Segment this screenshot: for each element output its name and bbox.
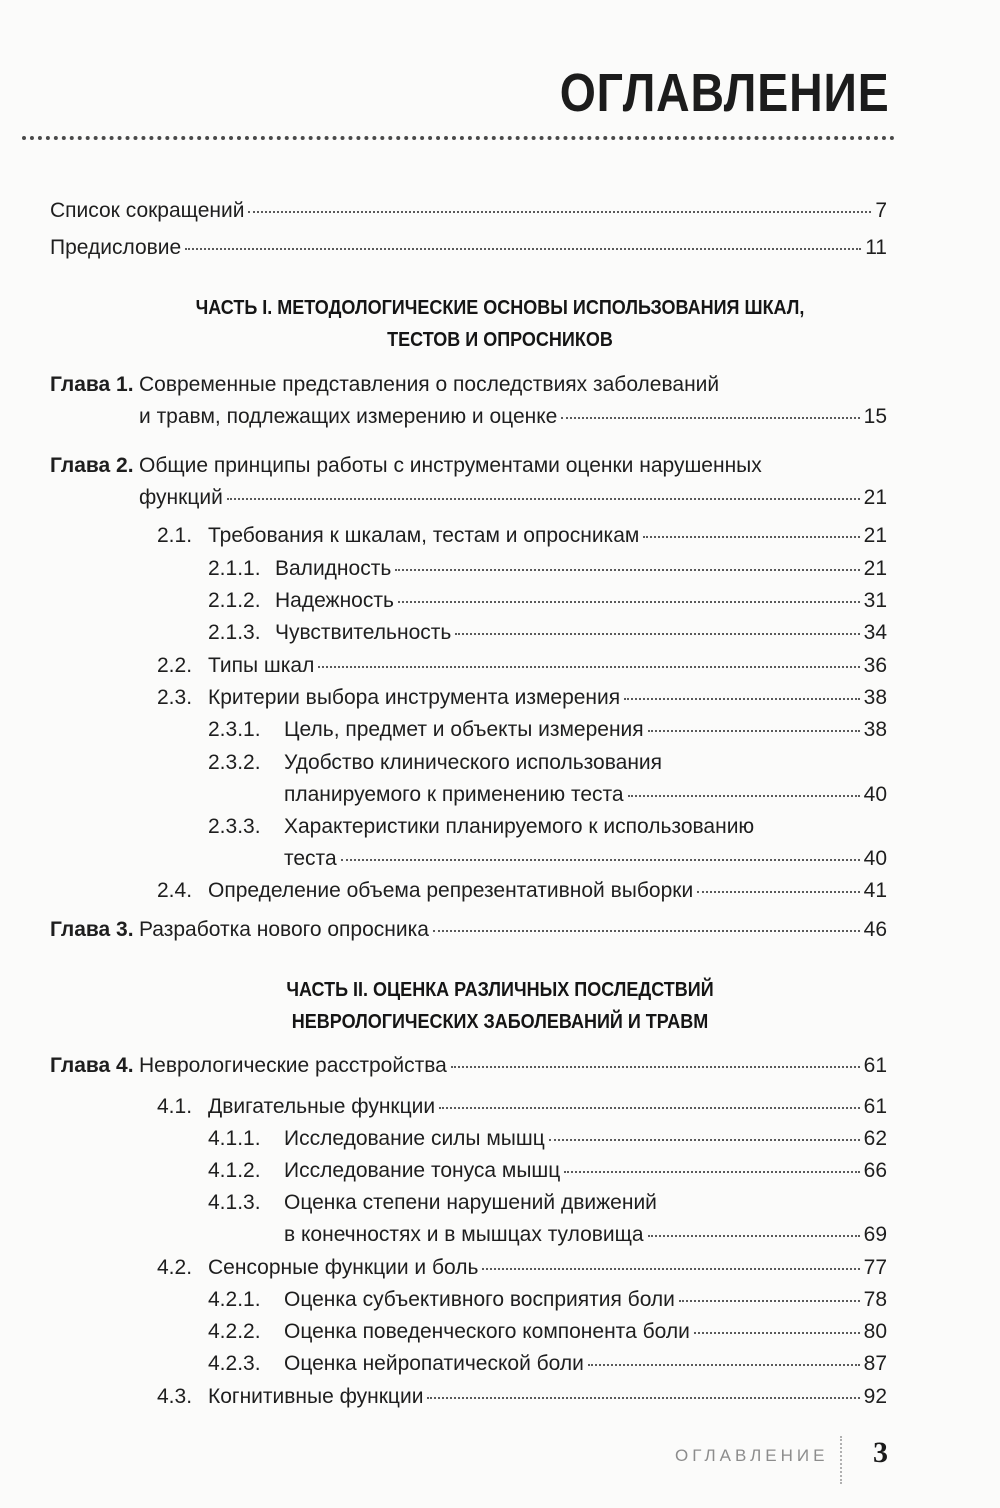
section-number: 2.1.3. bbox=[208, 621, 261, 644]
toc-entry-2-2[interactable] bbox=[208, 653, 887, 679]
toc-entry-2-3-3[interactable] bbox=[284, 846, 887, 872]
part-heading-line: ЧАСТЬ I. МЕТОДОЛОГИЧЕСКИЕ ОСНОВЫ ИСПОЛЬЗОВАНИЯ ШКАЛ, bbox=[195, 297, 805, 319]
entry-title: Определение объема репрезентативной выборки bbox=[208, 879, 694, 902]
entry-title: Неврологические расстройства bbox=[139, 1054, 447, 1077]
entry-page: 41 bbox=[863, 879, 887, 902]
section-number: 4.2.3. bbox=[208, 1352, 261, 1375]
entry-title: Разработка нового опросника bbox=[139, 918, 429, 941]
entry-title: планируемого к применению теста bbox=[284, 783, 624, 806]
chapter-title[interactable]: Современные представления о последствиях заболеваний bbox=[139, 373, 720, 396]
section-number: 4.2. bbox=[157, 1256, 193, 1279]
toc-entry-2-3[interactable] bbox=[208, 685, 887, 711]
toc-entry-2-1-2[interactable] bbox=[275, 588, 887, 614]
entry-page: 15 bbox=[863, 405, 887, 428]
entry-title: Критерии выбора инструмента измерения bbox=[208, 686, 621, 709]
dot-leader bbox=[248, 211, 871, 213]
entry-page: 7 bbox=[875, 199, 887, 222]
toc-entry-4-2-3[interactable] bbox=[284, 1351, 887, 1377]
section-number: 2.3.2. bbox=[208, 751, 261, 774]
running-footer: ОГЛАВЛЕНИЕ bbox=[675, 1446, 829, 1465]
section-number: 2.1. bbox=[157, 524, 193, 547]
chapter-label: Глава 4. bbox=[50, 1054, 134, 1077]
dot-leader bbox=[648, 1235, 860, 1237]
chapter-label: Глава 3. bbox=[50, 918, 134, 941]
entry-page: 38 bbox=[863, 686, 887, 709]
entry-title: функций bbox=[139, 486, 223, 509]
entry-title: Надежность bbox=[275, 589, 394, 612]
dot-leader bbox=[433, 930, 860, 932]
entry-title: Когнитивные функции bbox=[208, 1385, 424, 1408]
entry-page: 40 bbox=[863, 783, 887, 806]
dot-leader bbox=[624, 698, 860, 700]
dot-leader bbox=[549, 1139, 860, 1141]
dot-leader bbox=[439, 1107, 860, 1109]
toc-entry-4-2-2[interactable] bbox=[284, 1319, 887, 1345]
dot-leader bbox=[341, 859, 860, 861]
section-number: 2.1.2. bbox=[208, 589, 261, 612]
toc-entry-2-1-3[interactable] bbox=[275, 620, 887, 646]
section-number: 4.1.2. bbox=[208, 1159, 261, 1182]
footer-divider bbox=[840, 1436, 842, 1484]
toc-entry-preface[interactable] bbox=[50, 235, 887, 261]
dot-leader bbox=[451, 1066, 860, 1068]
entry-page: 21 bbox=[863, 486, 887, 509]
section-number: 4.2.2. bbox=[208, 1320, 261, 1343]
dot-leader bbox=[185, 248, 861, 250]
dot-leader bbox=[697, 891, 859, 893]
dot-leader bbox=[588, 1364, 860, 1366]
entry-title: Требования к шкалам, тестам и опросникам bbox=[208, 524, 640, 547]
entry-page: 92 bbox=[863, 1385, 887, 1408]
toc-entry-4-1-1[interactable] bbox=[284, 1126, 887, 1152]
entry-title: Валидность bbox=[275, 557, 392, 580]
entry-title: Оценка поведенческого компонента боли bbox=[284, 1320, 690, 1343]
section-number: 4.1.3. bbox=[208, 1191, 261, 1214]
section-title[interactable]: Оценка степени нарушений движений bbox=[284, 1191, 657, 1214]
dot-leader bbox=[694, 1332, 860, 1334]
entry-page: 40 bbox=[863, 847, 887, 870]
entry-title: Типы шкал bbox=[208, 654, 315, 677]
entry-page: 36 bbox=[863, 654, 887, 677]
page-number: 3 bbox=[873, 1436, 888, 1469]
toc-entry-4-1-3[interactable] bbox=[284, 1222, 887, 1248]
entry-title: Предисловие bbox=[50, 236, 182, 259]
toc-entry-chapter-3[interactable] bbox=[139, 917, 887, 943]
entry-title: Исследование силы мышц bbox=[284, 1127, 545, 1150]
dot-leader bbox=[648, 730, 860, 732]
entry-title: Цель, предмет и объекты измерения bbox=[284, 718, 644, 741]
section-number: 2.1.1. bbox=[208, 557, 261, 580]
entry-title: Двигательные функции bbox=[208, 1095, 436, 1118]
section-number: 4.2.1. bbox=[208, 1288, 261, 1311]
entry-page: 11 bbox=[865, 236, 887, 259]
section-title[interactable]: Удобство клинического использования bbox=[284, 751, 663, 774]
entry-title: Чувствительность bbox=[275, 621, 452, 644]
section-number: 2.3. bbox=[157, 686, 193, 709]
entry-title: Оценка нейропатической боли bbox=[284, 1352, 584, 1375]
page-title: ОГЛАВЛЕНИЕ bbox=[560, 63, 890, 123]
dot-leader bbox=[482, 1268, 859, 1270]
section-number: 4.3. bbox=[157, 1385, 193, 1408]
entry-title: Оценка субъективного восприятия боли bbox=[284, 1288, 675, 1311]
entry-page: 31 bbox=[863, 589, 887, 612]
toc-entry-abbreviations[interactable] bbox=[50, 198, 887, 224]
title-divider bbox=[22, 136, 895, 140]
chapter-label: Глава 1. bbox=[50, 373, 134, 396]
entry-page: 80 bbox=[863, 1320, 887, 1343]
dot-leader bbox=[643, 536, 859, 538]
dot-leader bbox=[227, 498, 860, 500]
section-number: 2.3.1. bbox=[208, 718, 261, 741]
entry-page: 38 bbox=[863, 718, 887, 741]
dot-leader bbox=[561, 417, 859, 419]
part-heading-line: ТЕСТОВ И ОПРОСНИКОВ bbox=[387, 329, 613, 351]
entry-title: и травм, подлежащих измерению и оценке bbox=[139, 405, 558, 428]
dot-leader bbox=[628, 795, 860, 797]
dot-leader bbox=[398, 601, 860, 603]
toc-entry-2-1-1[interactable] bbox=[275, 556, 887, 582]
entry-page: 46 bbox=[863, 918, 887, 941]
dot-leader bbox=[564, 1171, 859, 1173]
entry-page: 69 bbox=[863, 1223, 887, 1246]
toc-entry-2-3-1[interactable] bbox=[284, 717, 887, 743]
part-heading-line: НЕВРОЛОГИЧЕСКИХ ЗАБОЛЕВАНИЙ И ТРАВМ bbox=[291, 1011, 709, 1033]
entry-page: 61 bbox=[863, 1054, 887, 1077]
entry-title: в конечностях и в мышцах туловища bbox=[284, 1223, 644, 1246]
dot-leader bbox=[679, 1300, 860, 1302]
entry-page: 78 bbox=[863, 1288, 887, 1311]
section-number: 4.1.1. bbox=[208, 1127, 261, 1150]
toc-entry-4-2[interactable] bbox=[208, 1255, 887, 1281]
entry-page: 87 bbox=[863, 1352, 887, 1375]
entry-page: 62 bbox=[863, 1127, 887, 1150]
dot-leader bbox=[427, 1397, 859, 1399]
section-number: 2.2. bbox=[157, 654, 193, 677]
toc-entry-4-1[interactable] bbox=[208, 1094, 887, 1120]
entry-page: 21 bbox=[863, 557, 887, 580]
toc-entry-chapter-2[interactable] bbox=[139, 485, 887, 511]
section-title[interactable]: Характеристики планируемого к использованию bbox=[284, 815, 755, 838]
entry-title: Список сокращений bbox=[50, 199, 245, 222]
dot-leader bbox=[455, 633, 859, 635]
entry-page: 61 bbox=[863, 1095, 887, 1118]
toc-entry-4-1-2[interactable] bbox=[284, 1158, 887, 1184]
entry-page: 21 bbox=[863, 524, 887, 547]
part-heading bbox=[0, 292, 1000, 356]
entry-title: Сенсорные функции и боль bbox=[208, 1256, 479, 1279]
entry-title: теста bbox=[284, 847, 337, 870]
toc-entry-chapter-1[interactable] bbox=[139, 404, 887, 430]
chapter-label: Глава 2. bbox=[50, 454, 134, 477]
entry-page: 34 bbox=[863, 621, 887, 644]
section-number: 2.4. bbox=[157, 879, 193, 902]
toc-entry-2-4[interactable] bbox=[208, 878, 887, 904]
toc-entry-chapter-4[interactable] bbox=[139, 1053, 887, 1079]
entry-page: 66 bbox=[863, 1159, 887, 1182]
toc-entry-4-2-1[interactable] bbox=[284, 1287, 887, 1313]
part-heading-line: ЧАСТЬ II. ОЦЕНКА РАЗЛИЧНЫХ ПОСЛЕДСТВИЙ bbox=[286, 979, 714, 1001]
chapter-title[interactable]: Общие принципы работы с инструментами оценки нарушенных bbox=[139, 454, 762, 477]
entry-title: Исследование тонуса мышц bbox=[284, 1159, 561, 1182]
section-number: 4.1. bbox=[157, 1095, 193, 1118]
entry-page: 77 bbox=[863, 1256, 887, 1279]
toc-entry-2-1[interactable] bbox=[208, 523, 887, 549]
section-number: 2.3.3. bbox=[208, 815, 261, 838]
part-heading bbox=[0, 974, 1000, 1038]
dot-leader bbox=[318, 666, 859, 668]
dot-leader bbox=[395, 569, 859, 571]
toc-entry-2-3-2[interactable] bbox=[284, 782, 887, 808]
toc-entry-4-3[interactable] bbox=[208, 1384, 887, 1410]
